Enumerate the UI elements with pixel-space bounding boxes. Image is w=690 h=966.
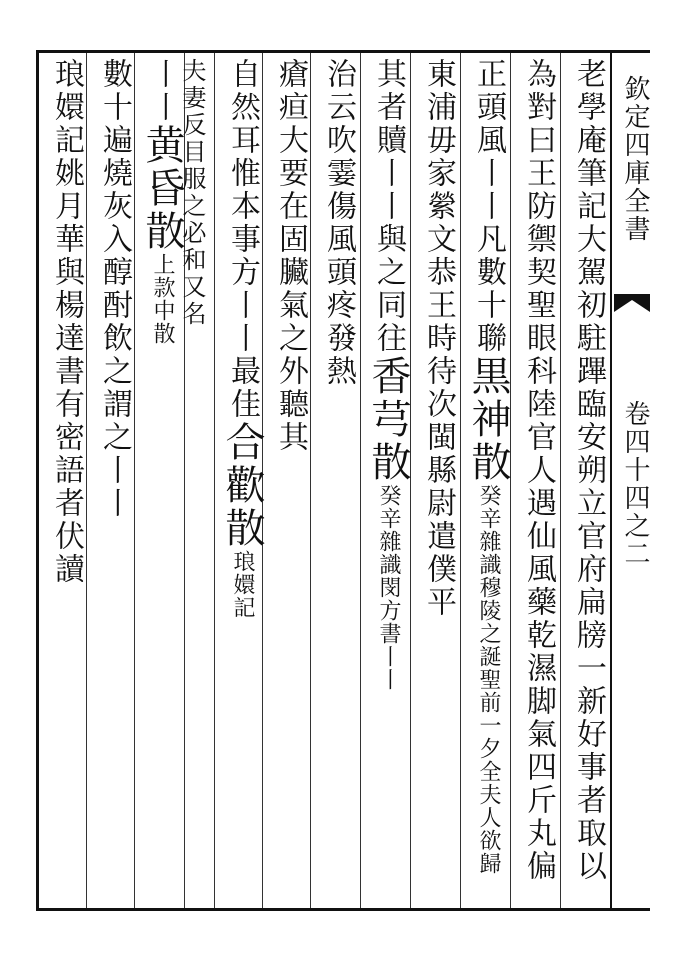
source-note: 上款中散 xyxy=(150,253,175,345)
source-note: 癸辛雜識穆陵之誕聖前一夕全夫人欲歸 xyxy=(476,484,501,875)
text-run: 其者贖丨丨與之同往 xyxy=(371,58,406,355)
entry-title-huanghun-san: 黄昏散 xyxy=(139,124,185,253)
source-note: 癸辛雜識閔方書丨丨 xyxy=(376,484,401,691)
entry-title-hehuan-san: 合歡散 xyxy=(219,421,265,550)
text-column-9 xyxy=(178,58,216,908)
entry-title-heishen-san: 黒神散 xyxy=(465,355,511,484)
text-column-11: 數十遍燒灰入醇酎飲之謂之丨丨 xyxy=(97,58,132,520)
text-column-12: 琅嬛記姚月華與楊達書有密語者伏讀 xyxy=(49,58,84,586)
volume-label: 卷四十四之二 xyxy=(620,400,650,568)
source-note: 琅嬛記 xyxy=(230,550,255,619)
frame-left-border xyxy=(36,50,39,911)
text-column-6: 治云吹霎傷風頭疼發熱 xyxy=(321,58,356,388)
text-column-8 xyxy=(216,58,266,908)
text-column-4: 東浦毋家縈文恭王時待次閩縣尉遣僕平 xyxy=(421,58,456,619)
text-run: 自然耳惟本事方丨丨最佳 xyxy=(225,58,260,421)
book-title: 欽定四庫全書 xyxy=(620,75,650,243)
fishtail-mark-icon xyxy=(612,292,652,314)
text-column-5 xyxy=(362,58,412,908)
text-column-10 xyxy=(136,58,186,908)
frame-top-border xyxy=(38,50,650,53)
text-column-3 xyxy=(462,58,512,908)
text-run: 丨丨 xyxy=(145,58,180,124)
entry-title-xiangxiong-san: 香芎散 xyxy=(365,355,411,484)
text-column-7: 瘡疸大要在固臟氣之外聽其 xyxy=(273,58,308,454)
frame-bottom-border xyxy=(38,908,650,911)
text-column-2: 為對曰王防禦契聖眼科陸官人遇仙風藥乾濕脚氣四斤丸偏 xyxy=(521,58,556,883)
text-run: 正頭風丨丨凡數十聯 xyxy=(471,58,506,355)
text-column-1: 老學庵筆記大駕初駐蹕臨安朔立官府扁牓一新好事者取以 xyxy=(571,58,606,883)
text-run: 夫妻反目服之必和又名 xyxy=(178,58,206,328)
